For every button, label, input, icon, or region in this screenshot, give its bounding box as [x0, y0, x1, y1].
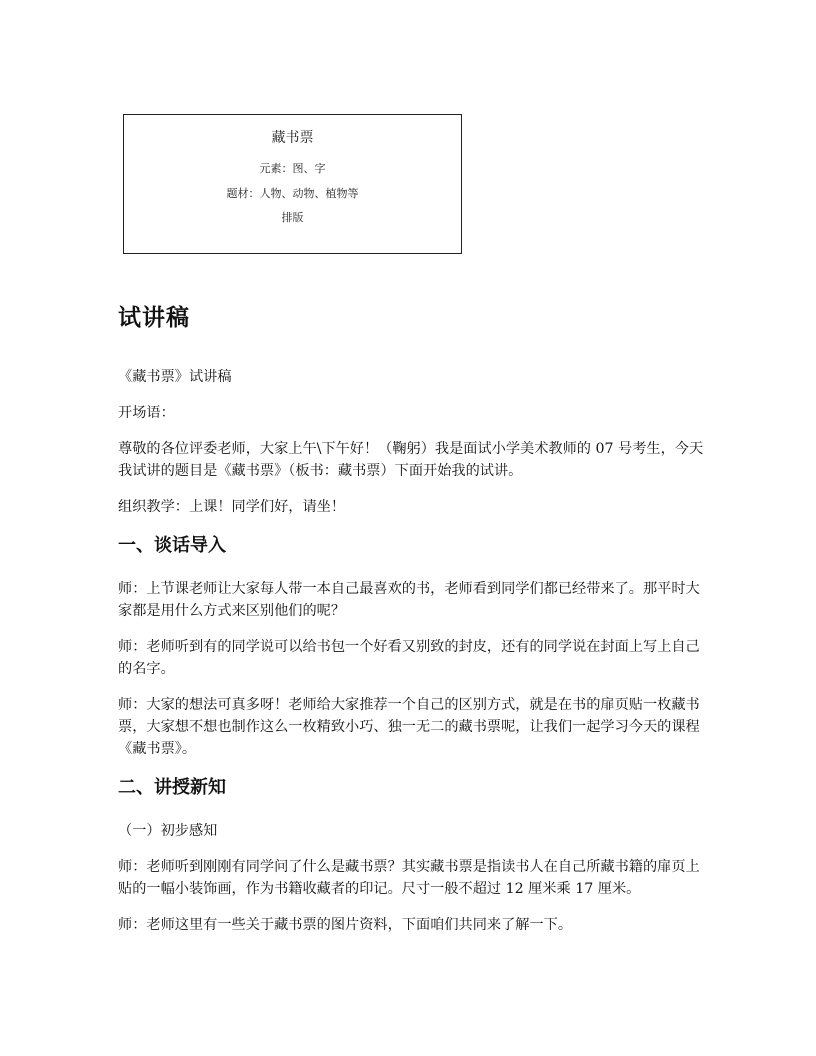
paragraph-lecture-title: 《藏书票》试讲稿 [118, 369, 232, 385]
blackboard-outline-box [123, 114, 462, 254]
board-line-layout: 排版 [281, 211, 304, 224]
section-heading-new-knowledge: 二、讲授新知 [118, 777, 226, 798]
paragraph-greeting: 尊敬的各位评委老师，大家上午\下午好！（鞠躬）我是面试小学美术教师的 07 号考生，今天我试讲的题目是《藏书票》（板书：藏书票）下面开始我的试讲。 [118, 441, 704, 479]
board-line-elements: 元素：图、字 [259, 162, 326, 175]
section-heading-introduction: 一、谈话导入 [118, 535, 226, 556]
paragraph-intro-3: 师：大家的想法可真多呀！老师给大家推荐一个自己的区别方式，就是在书的扉页贴一枚藏书票，大家想不想也制作这么一枚精致小巧、独一无二的藏书票呢，让我们一起学习今天的课程《藏书票》。 [118, 697, 700, 757]
board-line-subjects: 题材：人物、动物、植物等 [226, 187, 359, 200]
paragraph-subsection-label: （一）初步感知 [118, 823, 218, 839]
paragraph-organize-teaching: 组织教学：上课！同学们好，请坐！ [118, 499, 346, 515]
paragraph-definition: 师：老师听到刚刚有同学问了什么是藏书票？其实藏书票是指读书人在自己所藏书籍的扉页上贴的一幅小装饰画，作为书籍收藏者的印记。尺寸一般不超过 12 厘米乘 17 厘米。 [118, 859, 700, 897]
paragraph-intro-2: 师：老师听到有的同学说可以给书包一个好看又别致的封皮，还有的同学说在封面上写上自己的名字。 [118, 639, 700, 677]
paragraph-image-resources: 师：老师这里有一些关于藏书票的图片资料，下面咱们共同来了解一下。 [118, 917, 573, 933]
paragraph-intro-1: 师：上节课老师让大家每人带一本自己最喜欢的书，老师看到同学们都已经带来了。那平时大家都是用什么方式来区别他们的呢？ [118, 581, 700, 619]
document-body [118, 300, 708, 950]
board-title: 藏书票 [271, 130, 314, 146]
paragraph-opening-label: 开场语： [118, 405, 175, 421]
document-title: 试讲稿 [118, 305, 190, 331]
